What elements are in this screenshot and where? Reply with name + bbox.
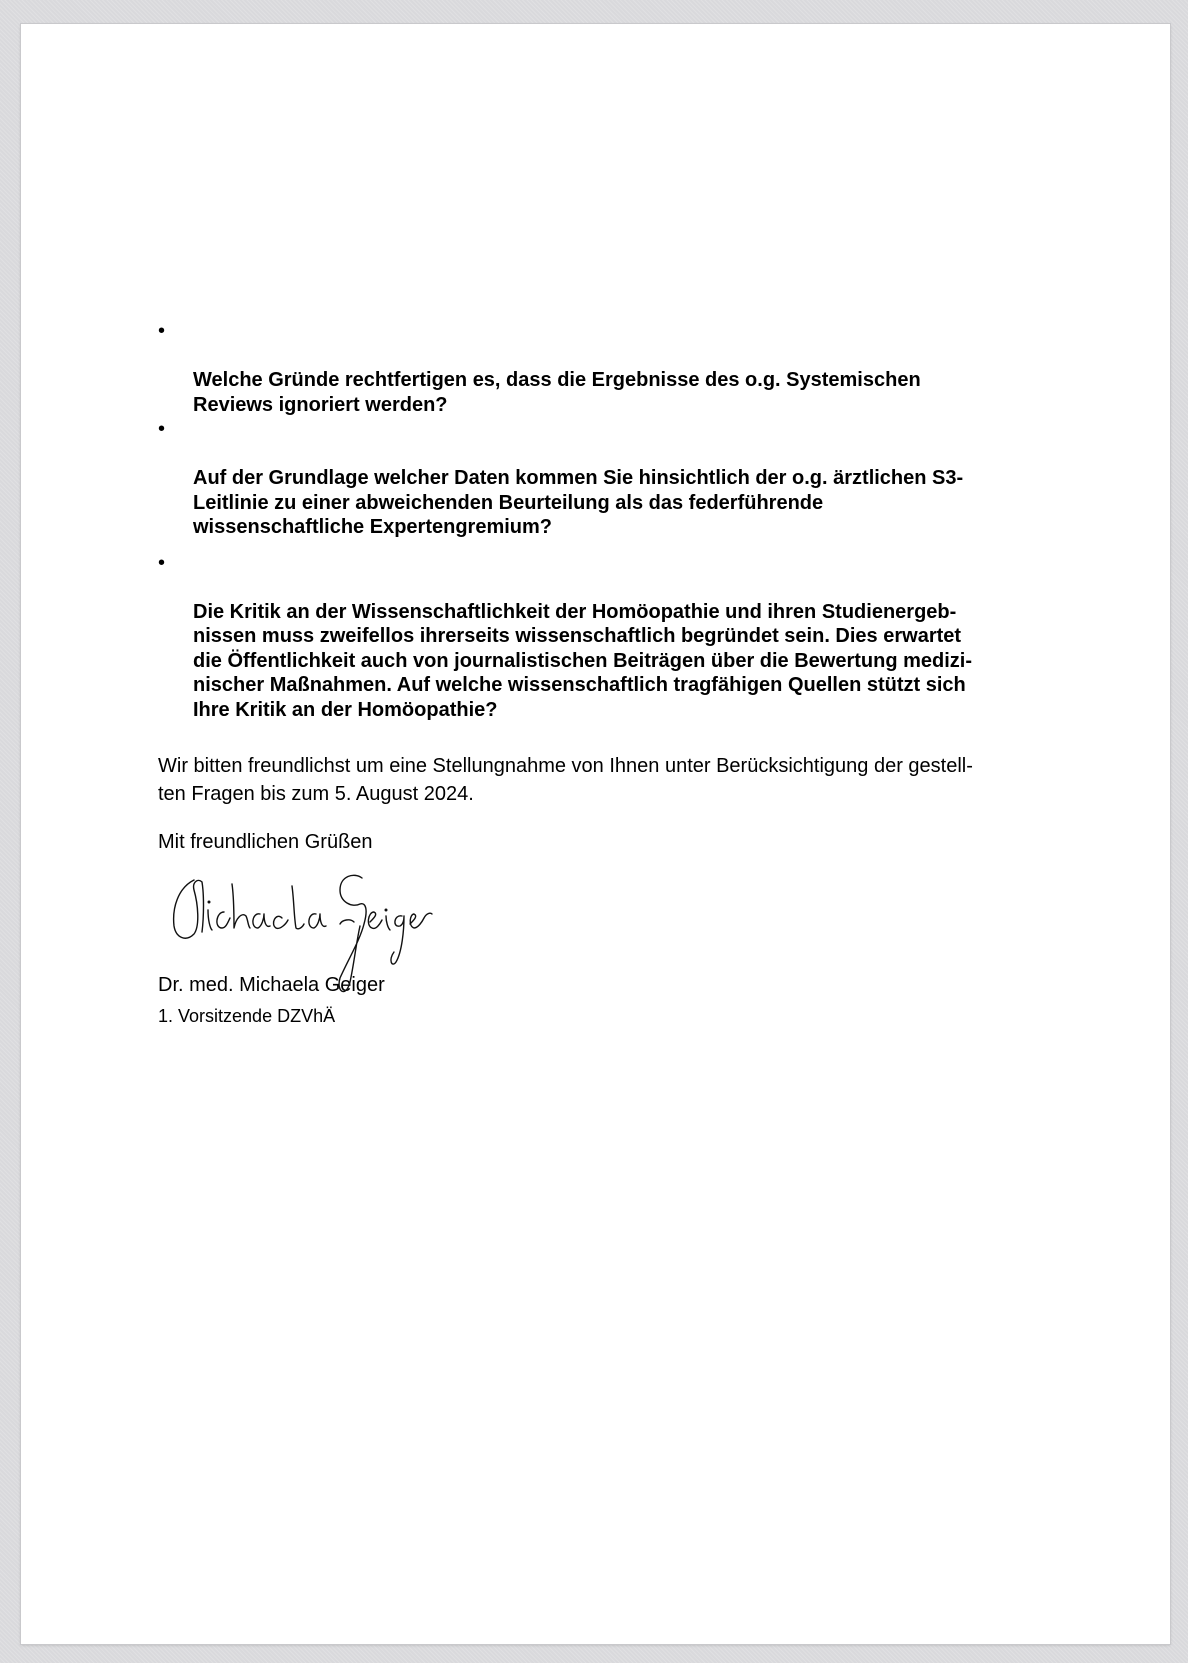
- handwritten-signature: [164, 868, 434, 1008]
- question-text: Die Kritik an der Wissenschaftlichkeit der Homöopathie und ihren Studienergeb- nissen muss zweifellos ihrerseits wissenschaftlich begründet sein. Dies erwartet die Öffentlichkeit auch von journalistischen Beiträgen über die Bewertung medizi- nischer Maßnahmen. Auf welche wissenschaftlich tragfähigen Quellen stützt sich Ihre Kritik an der Homöopathie?: [193, 600, 973, 721]
- list-item: [158, 417, 1048, 540]
- question-text: Welche Gründe rechtfertigen es, dass die Ergebnisse des o.g. Systemischen Reviews ignoriert werden?: [193, 369, 921, 416]
- closing-salutation: Mit freundlichen Grüßen: [158, 831, 373, 853]
- document-page: [21, 24, 1170, 1644]
- question-list: [158, 319, 1048, 722]
- signer-name: Dr. med. Michaela Geiger: [158, 974, 385, 996]
- bullet-icon: •: [158, 320, 166, 342]
- request-paragraph: Wir bitten freundlichst um eine Stellungnahme von Ihnen unter Berücksichtigung der gestell- ten Fragen bis zum 5. August 2024.: [158, 755, 973, 805]
- bullet-icon: •: [158, 418, 166, 440]
- list-item: [158, 551, 1048, 723]
- list-item: [158, 319, 1048, 417]
- letter-body: [158, 319, 1048, 1028]
- signer-title: 1. Vorsitzende DZVhÄ: [158, 1006, 336, 1026]
- signature-block: [158, 868, 1048, 972]
- bullet-icon: •: [158, 551, 166, 574]
- question-text: Auf der Grundlage welcher Daten kommen Sie hinsichtlich der o.g. ärztlichen S3- Leitlinie zu einer abweichenden Beurteilung als das federführende wissenschaftliche Expertengremium?: [193, 467, 964, 538]
